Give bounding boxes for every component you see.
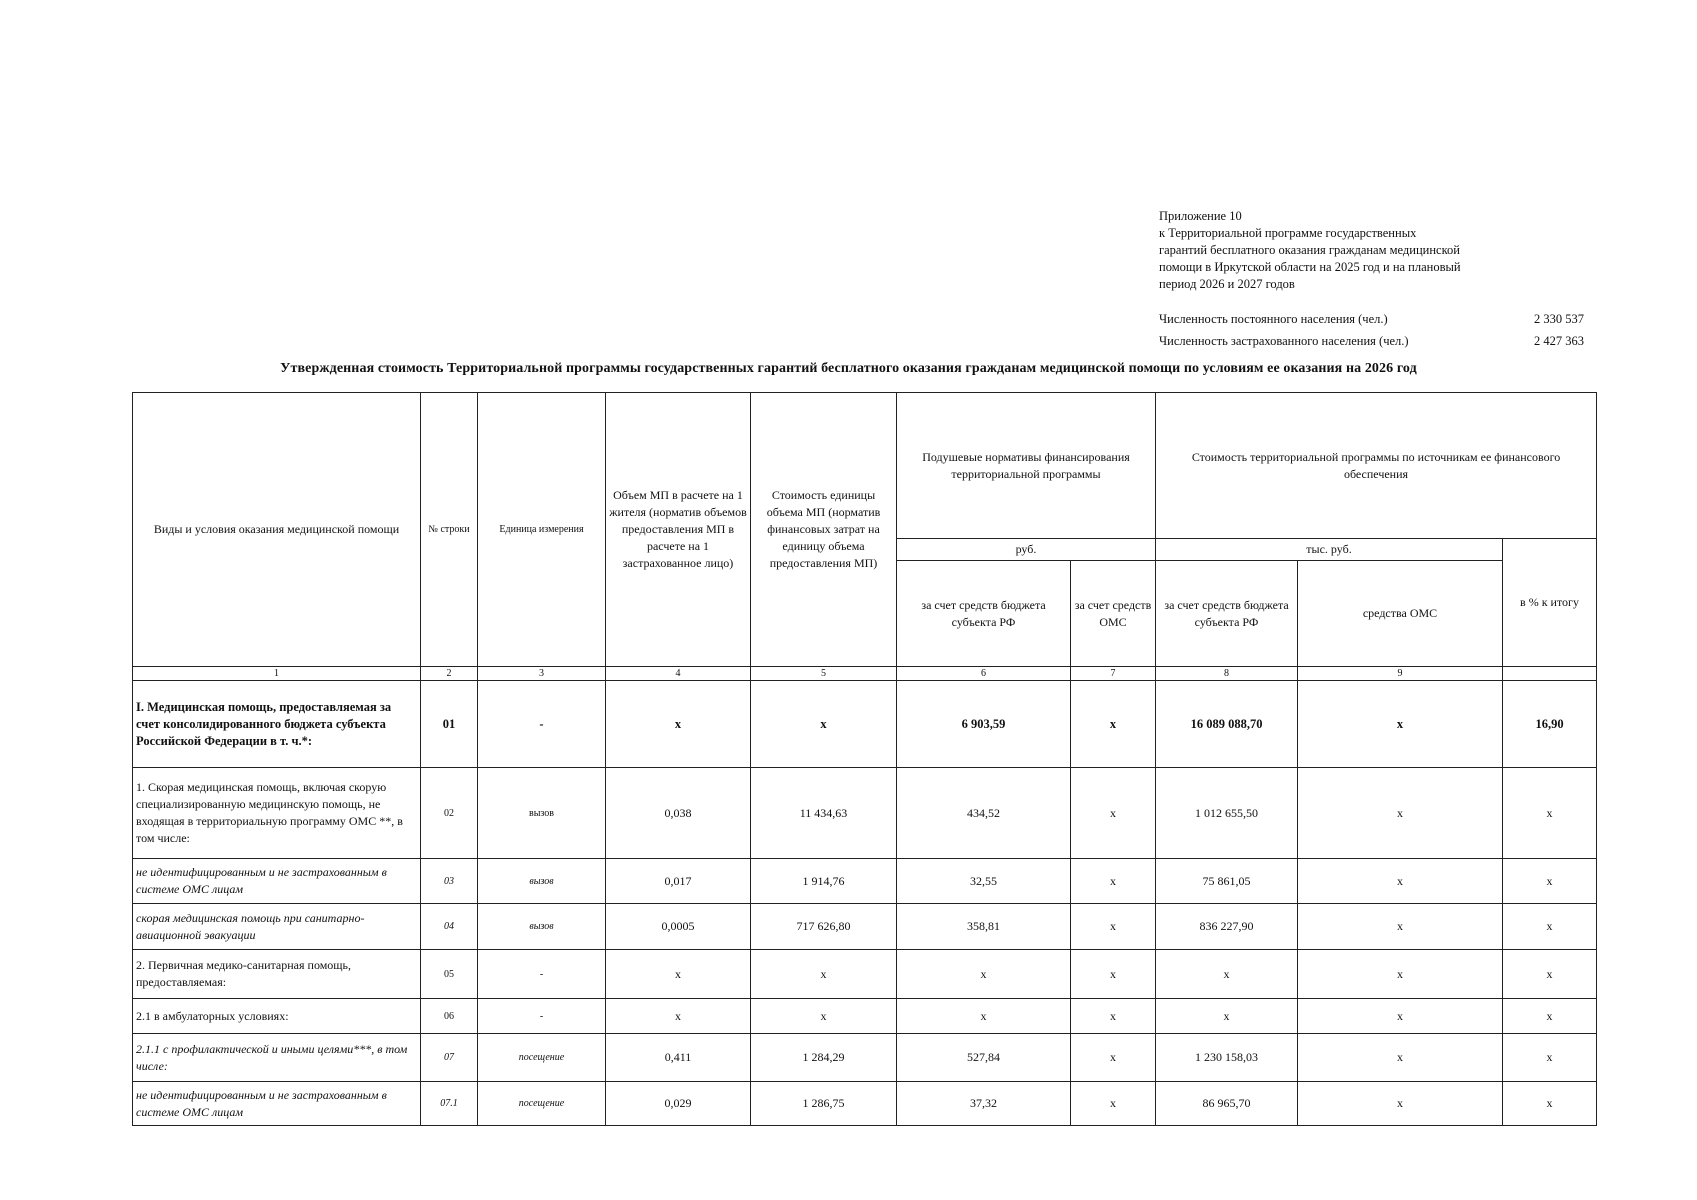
table-row (133, 681, 1597, 768)
column-number: 8 (1156, 667, 1298, 681)
row-pc-oms: x (1071, 859, 1156, 904)
program-cost-table (132, 392, 1597, 1126)
appendix-line: помощи в Иркутской области на 2025 год и на плановый (1159, 260, 1461, 274)
column-number: 7 (1071, 667, 1156, 681)
row-pr-budget: x (1156, 999, 1298, 1034)
appendix-line: к Территориальной программе государственных (1159, 226, 1417, 240)
table-row (133, 1034, 1597, 1082)
row-pr-budget: 86 965,70 (1156, 1082, 1298, 1126)
row-unit: вызов (478, 904, 606, 950)
row-unit: - (478, 950, 606, 999)
appendix-line: гарантий бесплатного оказания гражданам медицинской (1159, 243, 1460, 257)
row-pc-budget: 434,52 (897, 768, 1071, 859)
header-oms-funds: за счет средств ОМС (1071, 561, 1156, 667)
column-number: 9 (1298, 667, 1503, 681)
header-cost: Стоимость единицы объема МП (норматив финансовых затрат на единицу объема предоставления МП) (751, 393, 897, 667)
row-volume: x (606, 681, 751, 768)
row-pr-oms: x (1298, 1082, 1503, 1126)
header-unit: Единица измерения (478, 393, 606, 667)
header-budget-rf-2: за счет средств бюджета субъекта РФ (1156, 561, 1298, 667)
table-row (133, 768, 1597, 859)
row-no: 04 (421, 904, 478, 950)
row-volume: 0,029 (606, 1082, 751, 1126)
appendix-line: период 2026 и 2027 годов (1159, 277, 1295, 291)
row-pc-oms: x (1071, 681, 1156, 768)
row-pct: x (1503, 904, 1597, 950)
row-pc-budget: 6 903,59 (897, 681, 1071, 768)
permanent-population-label: Численность постоянного населения (чел.) (1159, 312, 1388, 326)
insured-population-label: Численность застрахованного населения (чел.) (1159, 334, 1409, 348)
row-cost: x (751, 950, 897, 999)
row-pc-oms: x (1071, 999, 1156, 1034)
row-no: 03 (421, 859, 478, 904)
header-thousand-rub: тыс. руб. (1156, 539, 1503, 561)
row-pc-budget: 527,84 (897, 1034, 1071, 1082)
row-pr-oms: x (1298, 859, 1503, 904)
row-volume: 0,411 (606, 1034, 751, 1082)
header-per-capita: Подушевые нормативы финансирования территориальной программы (897, 393, 1156, 539)
appendix-block (1159, 208, 1519, 293)
row-pr-budget: 75 861,05 (1156, 859, 1298, 904)
row-cost: 1 286,75 (751, 1082, 897, 1126)
row-pct: x (1503, 950, 1597, 999)
row-pr-oms: x (1298, 1034, 1503, 1082)
row-pr-oms: x (1298, 950, 1503, 999)
row-pc-budget: 358,81 (897, 904, 1071, 950)
row-pc-oms: x (1071, 1034, 1156, 1082)
row-pct: 16,90 (1503, 681, 1597, 768)
table-row (133, 950, 1597, 999)
row-desc: 2.1 в амбулаторных условиях: (133, 999, 421, 1034)
row-pct: x (1503, 1034, 1597, 1082)
table-row (133, 999, 1597, 1034)
document-title: Утвержденная стоимость Территориальной программы государственных гарантий бесплатного оказания гражданам медицинской помощи по условиям ее оказания на 2026 год (280, 361, 1417, 376)
row-desc: 2.1.1 с профилактической и иными целями***, в том числе: (133, 1034, 421, 1082)
header-oms-means: средства ОМС (1298, 561, 1503, 667)
row-volume: x (606, 999, 751, 1034)
insured-population (1159, 334, 1584, 349)
row-cost: 717 626,80 (751, 904, 897, 950)
row-pct: x (1503, 859, 1597, 904)
row-pr-budget: x (1156, 950, 1298, 999)
row-pct: x (1503, 999, 1597, 1034)
row-pr-oms: x (1298, 768, 1503, 859)
row-unit: посещение (478, 1034, 606, 1082)
row-pc-budget: 37,32 (897, 1082, 1071, 1126)
header-program-cost: Стоимость территориальной программы по источникам ее финансового обеспечения (1156, 393, 1597, 539)
row-pct: x (1503, 768, 1597, 859)
row-volume: 0,017 (606, 859, 751, 904)
row-pc-oms: x (1071, 904, 1156, 950)
column-number: 1 (133, 667, 421, 681)
row-desc: 1. Скорая медицинская помощь, включая скорую специализированную медицинскую помощь, не входящая в территориальную программу ОМС **, в том числе: (133, 768, 421, 859)
row-cost: 1 284,29 (751, 1034, 897, 1082)
row-cost: x (751, 681, 897, 768)
row-cost: x (751, 999, 897, 1034)
row-pr-budget: 1 230 158,03 (1156, 1034, 1298, 1082)
header-budget-rf: за счет средств бюджета субъекта РФ (897, 561, 1071, 667)
row-no: 01 (421, 681, 478, 768)
row-pc-budget: 32,55 (897, 859, 1071, 904)
row-volume: x (606, 950, 751, 999)
row-pc-oms: x (1071, 950, 1156, 999)
row-unit: вызов (478, 768, 606, 859)
header-row-1 (133, 393, 1597, 539)
column-numbers-row (133, 667, 1597, 681)
column-number: 5 (751, 667, 897, 681)
row-pc-oms: x (1071, 768, 1156, 859)
column-number (1503, 667, 1597, 681)
row-desc: I. Медицинская помощь, предоставляемая за счет консолидированного бюджета субъекта Российской Федерации в т. ч.*: (133, 681, 421, 768)
row-pr-budget: 1 012 655,50 (1156, 768, 1298, 859)
row-no: 02 (421, 768, 478, 859)
row-pr-oms: x (1298, 681, 1503, 768)
row-desc: не идентифицированным и не застрахованным в системе ОМС лицам (133, 1082, 421, 1126)
permanent-population (1159, 312, 1584, 327)
column-number: 2 (421, 667, 478, 681)
header-row-no: № строки (421, 393, 478, 667)
row-desc: скорая медицинская помощь при санитарно-авиационной эвакуации (133, 904, 421, 950)
header-volume: Объем МП в расчете на 1 жителя (норматив объемов предоставления МП в расчете на 1 застрахованное лицо) (606, 393, 751, 667)
row-pr-budget: 16 089 088,70 (1156, 681, 1298, 768)
row-pc-oms: x (1071, 1082, 1156, 1126)
header-rub: руб. (897, 539, 1156, 561)
row-volume: 0,038 (606, 768, 751, 859)
row-no: 07.1 (421, 1082, 478, 1126)
row-no: 05 (421, 950, 478, 999)
row-cost: 11 434,63 (751, 768, 897, 859)
row-unit: посещение (478, 1082, 606, 1126)
row-pct: x (1503, 1082, 1597, 1126)
column-number: 3 (478, 667, 606, 681)
row-pc-budget: x (897, 999, 1071, 1034)
column-number: 4 (606, 667, 751, 681)
row-pr-oms: x (1298, 904, 1503, 950)
header-types: Виды и условия оказания медицинской помощи (133, 393, 421, 667)
row-pr-oms: x (1298, 999, 1503, 1034)
row-unit: - (478, 681, 606, 768)
row-pc-budget: x (897, 950, 1071, 999)
row-no: 07 (421, 1034, 478, 1082)
row-unit: вызов (478, 859, 606, 904)
insured-population-value: 2 427 363 (1534, 334, 1584, 348)
table-row (133, 904, 1597, 950)
row-pr-budget: 836 227,90 (1156, 904, 1298, 950)
table-row (133, 859, 1597, 904)
appendix-line: Приложение 10 (1159, 209, 1242, 223)
column-number: 6 (897, 667, 1071, 681)
row-no: 06 (421, 999, 478, 1034)
row-unit: - (478, 999, 606, 1034)
row-desc: 2. Первичная медико-санитарная помощь, предоставляемая: (133, 950, 421, 999)
row-desc: не идентифицированным и не застрахованным в системе ОМС лицам (133, 859, 421, 904)
header-percent-total: в % к итогу (1503, 539, 1597, 667)
row-volume: 0,0005 (606, 904, 751, 950)
row-cost: 1 914,76 (751, 859, 897, 904)
table-row (133, 1082, 1597, 1126)
permanent-population-value: 2 330 537 (1534, 312, 1584, 326)
